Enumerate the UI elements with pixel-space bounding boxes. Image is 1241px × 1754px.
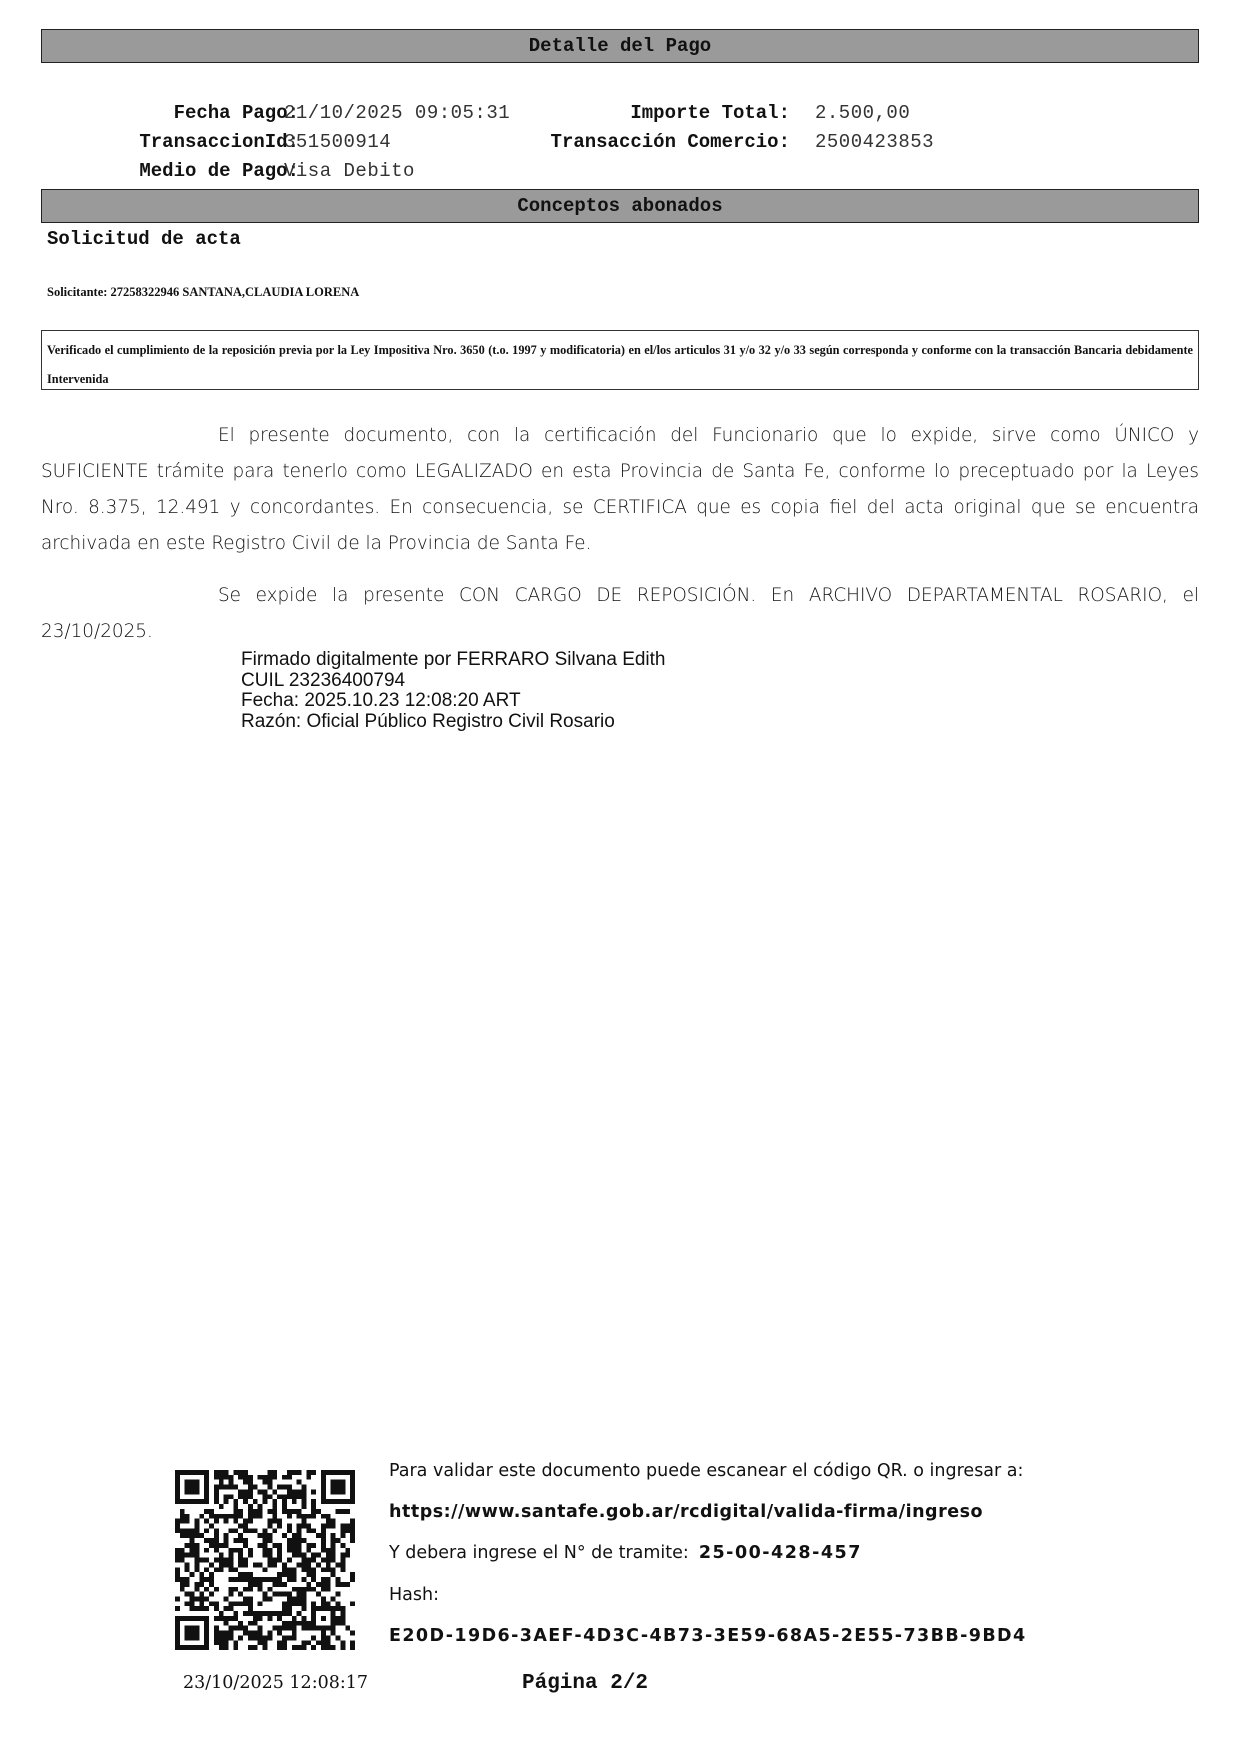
expedition-paragraph: Se expide la presente CON CARGO DE REPOSICIÓN. En ARCHIVO DEPARTAMENTAL ROSARIO, el 23/10/2025. <box>41 585 1199 642</box>
payment-row <box>41 131 1199 157</box>
transaccion-comercio-label: Transacción Comercio: <box>550 131 790 153</box>
digital-signature <box>241 650 666 732</box>
payment-row <box>41 102 1199 128</box>
tramite-value: 25-00-428-457 <box>698 1543 862 1563</box>
concepto-item: Solicitud de acta <box>47 228 241 250</box>
conceptos-header <box>41 189 1199 223</box>
transaccion-comercio-value: 2500423853 <box>815 131 935 153</box>
hash-value: E20D-19D6-3AEF-4D3C-4B73-3E59-68A5-2E55-73BB-9BD4 <box>389 1626 1027 1646</box>
payment-row <box>41 160 1199 186</box>
detalle-pago-header <box>41 29 1199 63</box>
signature-line: Firmado digitalmente por FERRARO Silvana Edith <box>241 649 666 670</box>
solicitante-line: Solicitante: 27258322946 SANTANA,CLAUDIA LORENA <box>47 285 360 299</box>
validation-url-link[interactable]: https://www.santafe.gob.ar/rcdigital/valida-firma/ingreso <box>389 1502 984 1522</box>
transaccion-id-value: 351500914 <box>284 131 392 153</box>
hash-label: Hash: <box>389 1585 439 1605</box>
signature-reason: Razón: Oficial Público Registro Civil Rosario <box>241 710 615 732</box>
qr-code-icon <box>175 1470 355 1650</box>
validation-intro: Para validar este documento puede escanear el código QR. o ingresar a: <box>389 1461 1024 1481</box>
tramite-number <box>389 1543 862 1563</box>
transaccion-id-label: TransaccionId: <box>139 131 299 153</box>
signature-cuil: CUIL 23236400794 <box>241 669 406 691</box>
fecha-pago-value: 21/10/2025 09:05:31 <box>284 102 511 124</box>
medio-pago-label: Medio de Pago: <box>139 160 299 182</box>
importe-total-label: Importe Total: <box>630 102 790 124</box>
detalle-pago-title: Detalle del Pago <box>528 35 712 57</box>
conceptos-title: Conceptos abonados <box>517 195 723 217</box>
fecha-pago-label: Fecha Pago: <box>173 102 299 124</box>
page-number: Página 2/2 <box>522 1672 649 1695</box>
verificacion-text: Verificado el cumplimiento de la reposición previa por la Ley Impositiva Nro. 3650 (t.o. 1997 y modificatoria) en el/los articulos 31 y/o 32 y/o 33 según corresponda y conforme con la transacción Bancaria debidamente Intervenida <box>47 343 1193 386</box>
importe-total-value: 2.500,00 <box>815 102 911 124</box>
legalization-paragraph: El presente documento, con la certificación del Funcionario que lo expide, sirve como ÚNICO y SUFICIENTE trámite para tenerlo como LEGALIZADO en esta Provincia de Santa Fe, conforme lo preceptuado por la Leyes Nro. 8.375, 12.491 y concordantes. En consecuencia, se CERTIFICA que es copia fiel del acta original que se encuentra archivada en este Registro Civil de la Provincia de Santa Fe. <box>41 425 1199 554</box>
medio-pago-value: Visa Debito <box>284 160 415 182</box>
tramite-label: Y debera ingrese el N° de tramite: <box>389 1543 689 1563</box>
verificacion-box <box>41 330 1199 390</box>
signature-date: Fecha: 2025.10.23 12:08:20 ART <box>241 690 521 711</box>
footer-timestamp: 23/10/2025 12:08:17 <box>183 1673 369 1693</box>
